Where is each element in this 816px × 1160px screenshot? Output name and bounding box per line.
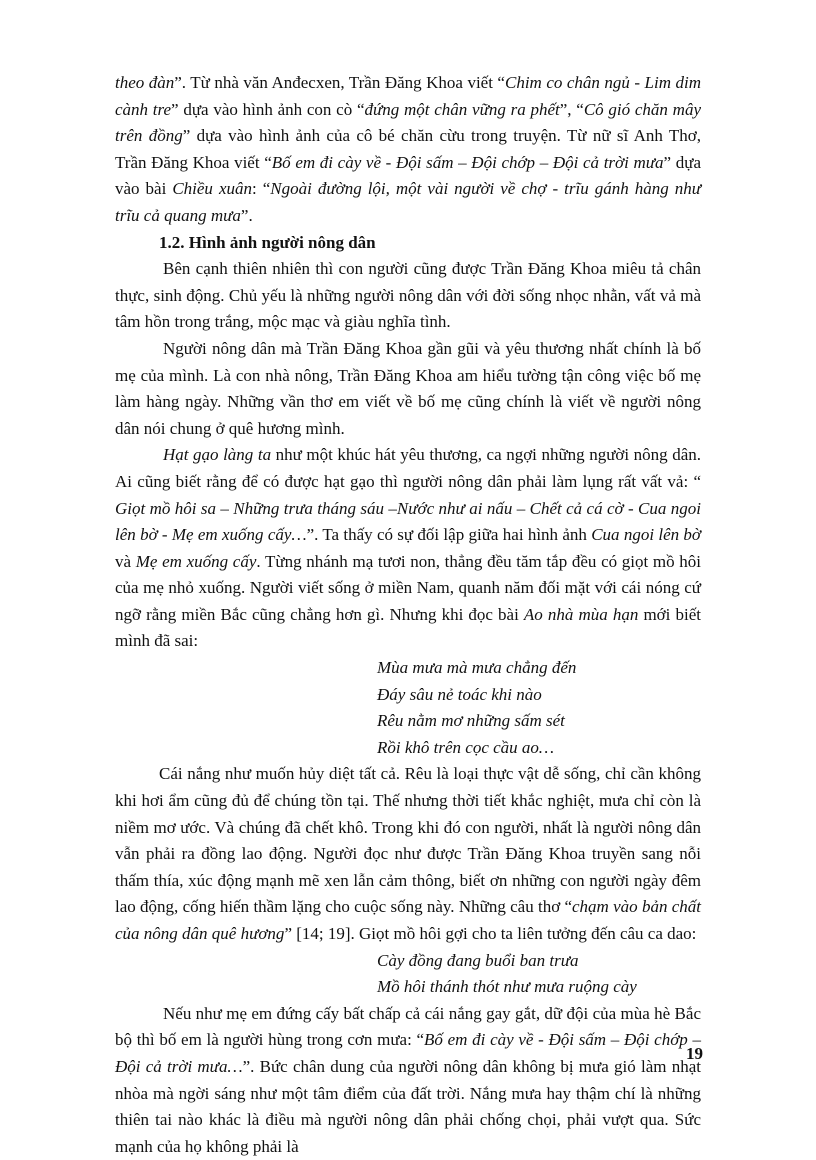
italic-quote: Ngoài đường lội, một vài người về chợ - trĩu gánh hàng như trĩu cả quang mưa <box>115 179 701 225</box>
text-run: ”, “ <box>559 99 584 119</box>
verse-line: Mồ hôi thánh thót như mưa ruộng cày <box>377 977 637 997</box>
page-number: 19 <box>686 1044 703 1063</box>
italic-quote: Mẹ em xuống cấy <box>135 551 257 571</box>
paragraph: Người nông dân mà Trần Đăng Khoa gần gũi và yêu thương nhất chính là bố mẹ của mình. Là con nhà nông, Trần Đăng Khoa am hiểu tường tận công việc bố mẹ làm hàng ngày. Những vần thơ em viết về bố mẹ cũng chính là viết về người nông dân nói chung ở quê hương mình. <box>115 338 701 438</box>
paragraph <box>115 1001 701 1160</box>
italic-quote: Giọt mồ hôi sa – Những trưa tháng sáu –Nước như ai nấu – Chết cả cá cờ - Cua ngoi lên bờ - Mẹ em xuống cấy… <box>115 498 701 545</box>
text-run: ” dựa vào hình ảnh con cò “ <box>171 99 365 119</box>
verse-line: Đáy sâu nẻ toác khi nào <box>377 684 542 704</box>
paragraph <box>115 442 701 655</box>
italic-title: Ao nhà mùa hạn <box>523 604 639 624</box>
text-run: ” dựa vào bài <box>115 152 702 199</box>
verse-line: Cày đồng đang buổi ban trưa <box>377 950 579 970</box>
text-run: ” [14; 19]. Giọt mồ hôi gợi cho ta liên tưởng đến câu ca dao: <box>284 924 697 943</box>
text-run: Cái nắng như muốn hủy diệt tất cả. Rêu là loại thực vật dễ sống, chỉ cần không khi hơi ẩm cũng đủ để chúng tồn tại. Thế nhưng thời tiết khắc nghiệt, mưa chỉ còn là niềm mơ ước. Và chúng đã chết khô. Trong khi đó con người, nhất là người nông dân vẫn phải ra đồng lao động. Người đọc như được Trần Đăng Khoa truyền sang nỗi thấm thía, xúc động mạnh mẽ xen lẫn cảm thông, biết ơn những con người ngày đêm lao động, cống hiến thầm lặng cho cuộc sống này. Những câu thơ “ <box>115 764 701 917</box>
text-run: ”. Từ nhà văn Anđecxen, Trần Đăng Khoa viết “ <box>174 73 505 92</box>
italic-quote: Cô gió chăn mây trên đồng <box>115 99 701 146</box>
italic-quote: đứng một chân vững ra phết <box>364 99 560 119</box>
paragraph <box>115 761 701 947</box>
text-run: ” dựa vào hình ảnh của cô bé chăn cừu trong truyện. Từ nữ sĩ Anh Thơ, Trần Đăng Khoa viết “ <box>115 126 701 172</box>
verse-line: Mùa mưa mà mưa chẳng đến <box>377 658 577 678</box>
italic-title: Hạt gạo làng ta <box>163 445 272 465</box>
italic-quote: theo đàn <box>115 73 175 92</box>
italic-quote: Bố em đi cày về - Đội sấm – Đội chớp – Đội cả trời mưa <box>271 152 664 172</box>
italic-quote: Bố em đi cày về - Đội sấm – Đội chớp – Đội cả trời mưa… <box>115 1030 701 1076</box>
verse-block <box>115 948 701 1001</box>
section-heading: 1.2. Hình ảnh người nông dân <box>159 232 376 252</box>
text-run: mới biết mình đã sai: <box>115 604 701 651</box>
verse-block <box>115 655 701 761</box>
verse-line: Rồi khô trên cọc cầu ao… <box>377 737 555 757</box>
text-run: ”. Bức chân dung của người nông dân không bị mưa gió làm nhạt nhòa mà ngời sáng như một tâm điểm của đất trời. Nắng mưa hay thậm chí là những thiên tai nào khác là điều mà người nông dân phải chống chọi, phải vượt qua. Sức mạnh của họ không phải là <box>115 1056 701 1156</box>
italic-quote: Cua ngoi lên bờ <box>591 525 701 545</box>
text-run: . Từng nhánh mạ tươi non, thẳng đều tăm tắp đều có giọt mồ hôi của mẹ nhỏ xuống. Người viết sống ở miền Nam, quanh năm đối mặt với cái nóng cứ ngỡ rằng miền Bắc cũng chẳng hơn gì. Nhưng khi đọc bài <box>115 551 702 624</box>
document-page <box>115 70 701 1160</box>
text-run: ”. <box>240 205 253 225</box>
text-run: ”. Ta thấy có sự đối lập giữa hai hình ảnh <box>306 525 592 545</box>
text-run: và <box>115 551 136 571</box>
text-run: như một khúc hát yêu thương, ca ngợi những người nông dân. Ai cũng biết rằng để có được hạt gạo thì người nông dân phải làm lụng rất vất vả: “ <box>115 445 702 491</box>
italic-quote: chạm vào bản chất của nông dân quê hương <box>115 897 701 943</box>
paragraph: Bên cạnh thiên nhiên thì con người cũng được Trần Đăng Khoa miêu tả chân thực, sinh động. Chủ yếu là những người nông dân với đời sống nhọc nhằn, vất vả mà tâm hồn trong trắng, mộc mạc và giàu nghĩa tình. <box>115 259 701 332</box>
italic-title: Chiều xuân <box>172 179 252 199</box>
text-run: : “ <box>252 179 271 199</box>
text-run: Nếu như mẹ em đứng cấy bất chấp cả cái nắng gay gắt, dữ đội của mùa hè Bắc bộ thì bố em là người hùng trong cơn mưa: “ <box>115 1003 701 1050</box>
verse-line: Rêu nằm mơ những sấm sét <box>377 711 565 731</box>
italic-quote: Chim co chân ngủ - Lim dim cành tre <box>115 73 701 119</box>
paragraph-continuation <box>115 70 701 230</box>
